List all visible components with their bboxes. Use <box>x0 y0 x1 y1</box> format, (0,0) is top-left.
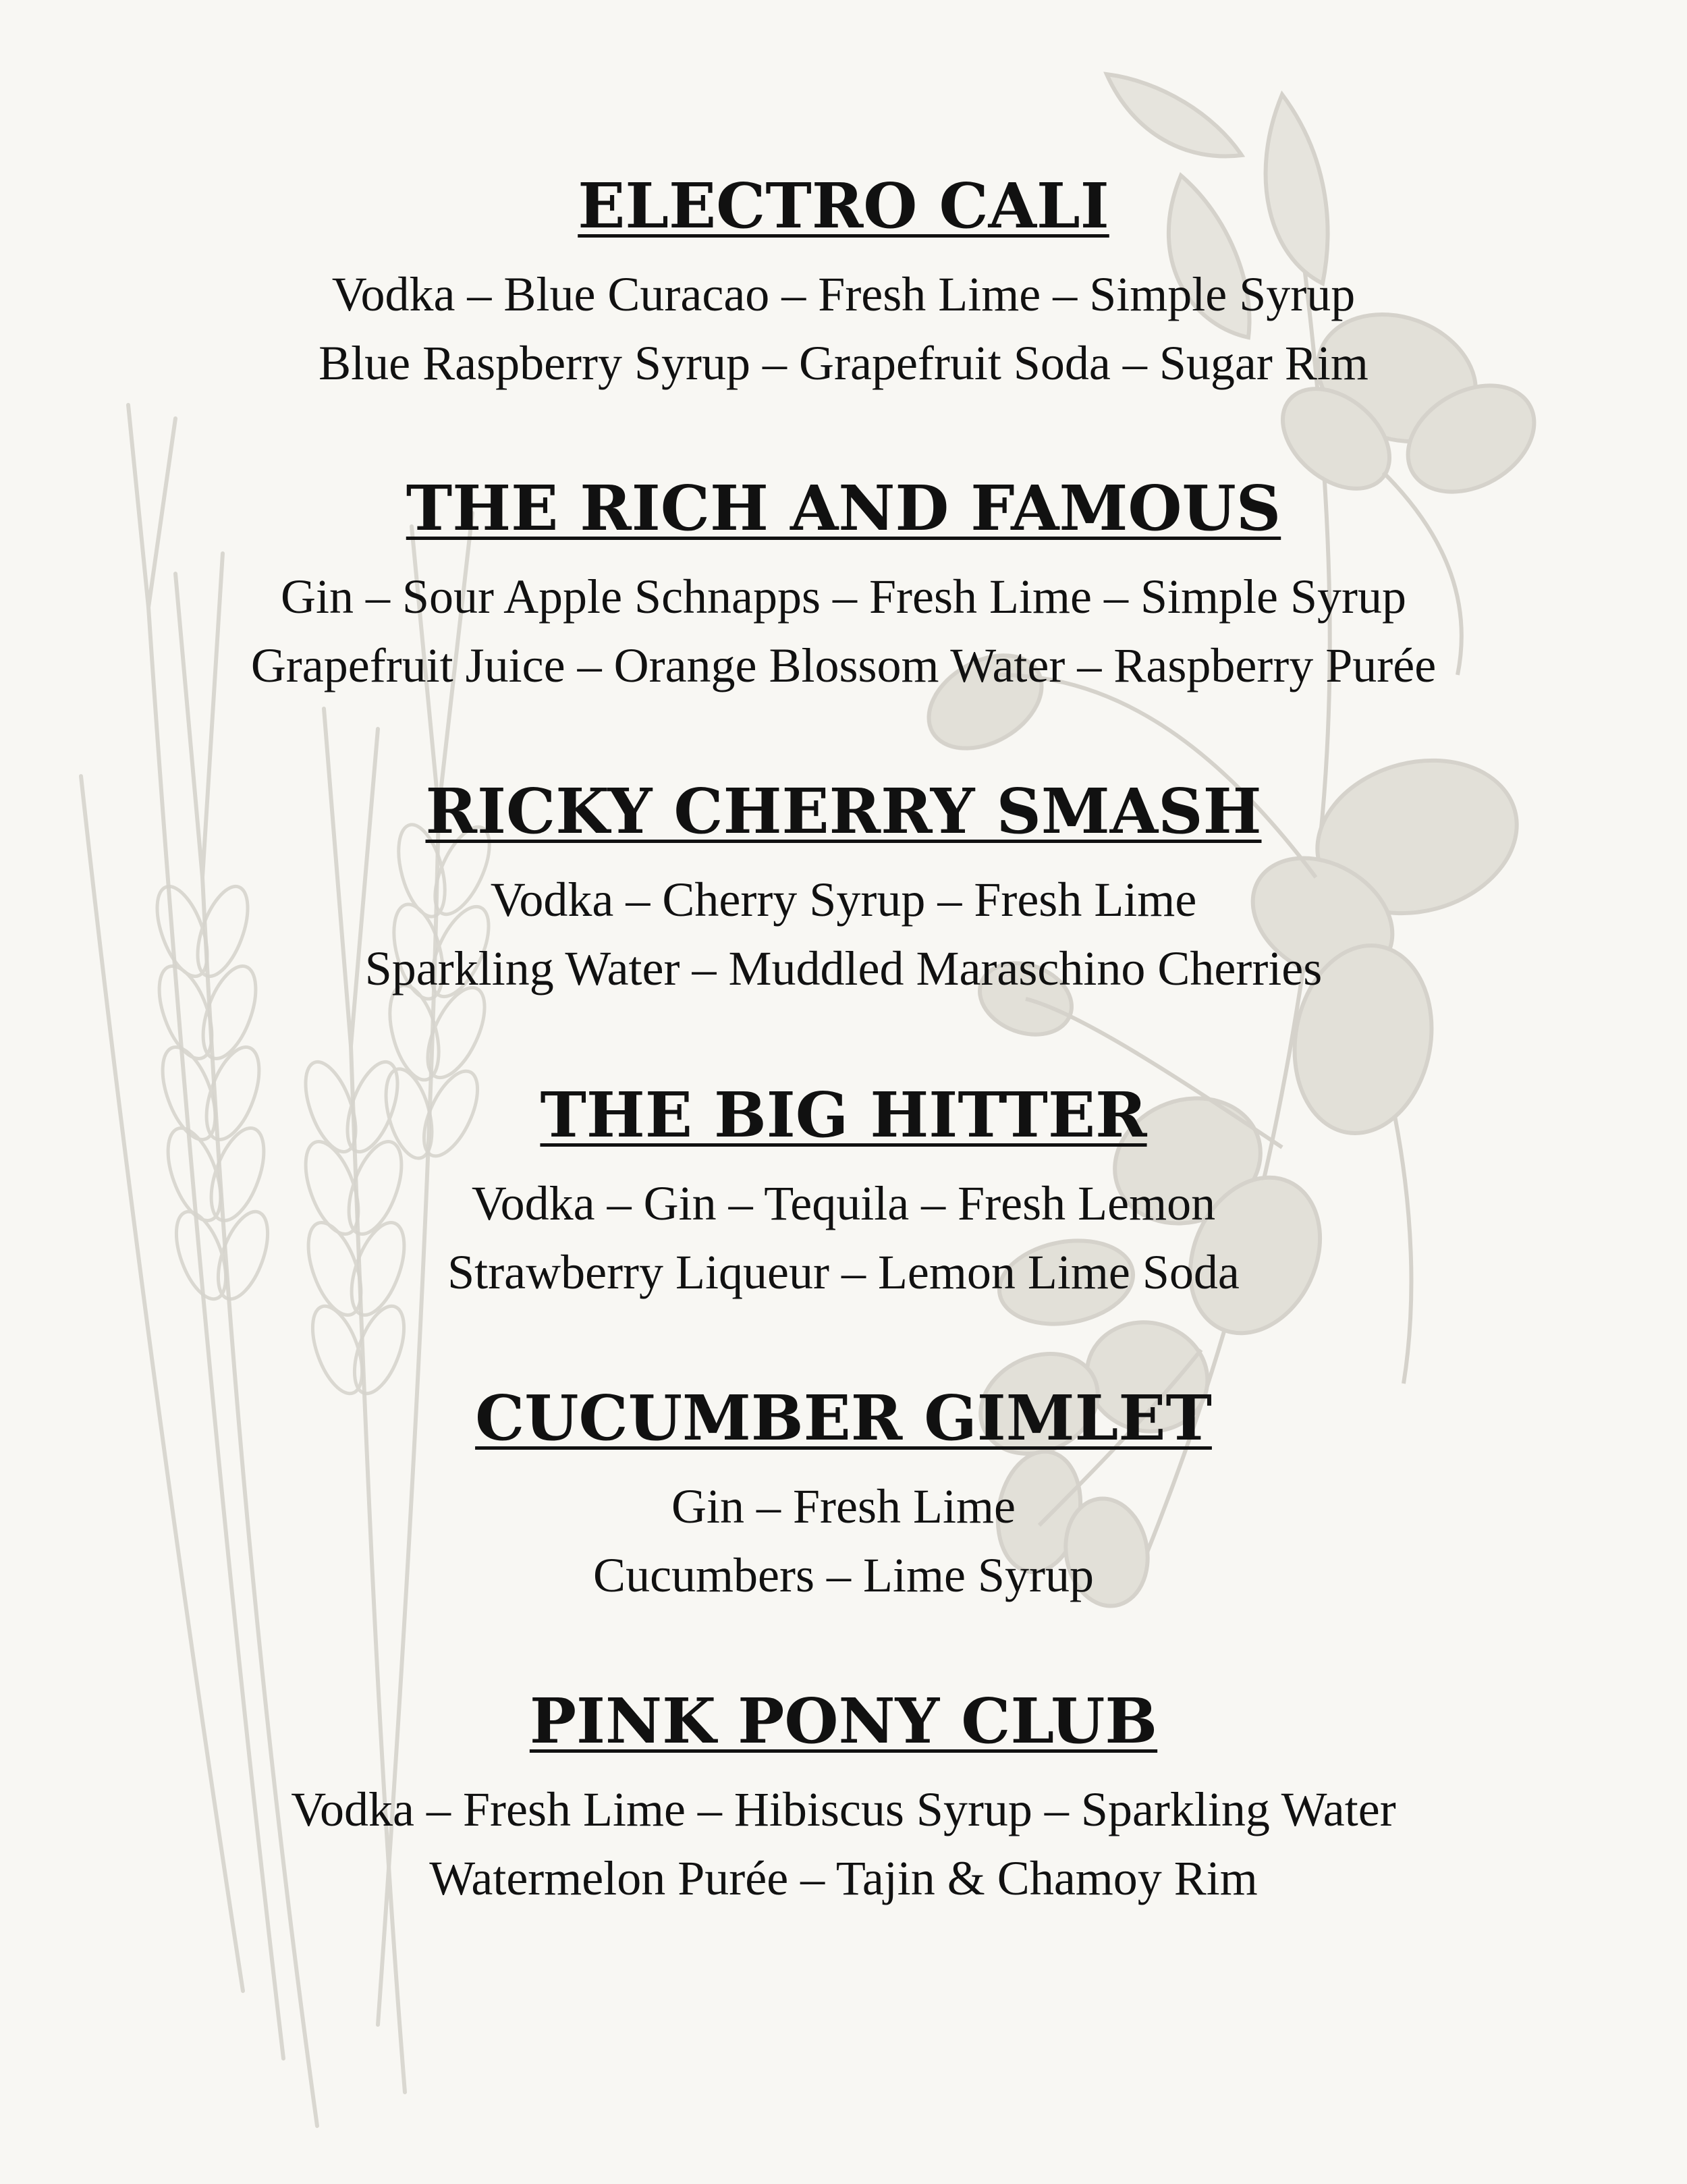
cocktail-section-ricky-cherry-smash <box>0 771 1687 1003</box>
cocktail-title: RICKY CHERRY SMASH <box>425 775 1262 848</box>
cocktail-ingredients-line: Cucumbers – Lime Syrup <box>593 1548 1094 1602</box>
cocktail-section-electro-cali <box>0 165 1687 398</box>
cocktail-section-pink-pony-club <box>0 1681 1687 1913</box>
cocktail-section-cucumber-gimlet <box>0 1377 1687 1610</box>
cocktail-title: CUCUMBER GIMLET <box>475 1382 1212 1454</box>
cocktail-ingredients-line: Gin – Fresh Lime <box>671 1479 1016 1533</box>
cocktail-ingredients-line: Vodka – Gin – Tequila – Fresh Lemon <box>471 1176 1216 1230</box>
cocktail-ingredients-line: Watermelon Purée – Tajin & Chamoy Rim <box>429 1851 1258 1905</box>
cocktail-title: ELECTRO CALI <box>578 169 1109 242</box>
cocktail-ingredients-line: Sparkling Water – Muddled Maraschino Cherries <box>364 941 1323 995</box>
cocktail-ingredients-line: Grapefruit Juice – Orange Blossom Water – Raspberry Purée <box>250 638 1437 692</box>
cocktail-section-the-big-hitter <box>0 1074 1687 1307</box>
cocktail-ingredients-line: Vodka – Blue Curacao – Fresh Lime – Simple Syrup <box>331 267 1356 321</box>
cocktail-section-the-rich-and-famous <box>0 468 1687 700</box>
cocktail-title: THE BIG HITTER <box>540 1079 1147 1151</box>
cocktail-ingredients-line: Vodka – Fresh Lime – Hibiscus Syrup – Sparkling Water <box>291 1782 1396 1836</box>
cocktail-ingredients-line: Strawberry Liqueur – Lemon Lime Soda <box>447 1245 1240 1299</box>
cocktail-ingredients-line: Gin – Sour Apple Schnapps – Fresh Lime – Simple Syrup <box>281 570 1406 624</box>
cocktail-title: PINK PONY CLUB <box>529 1685 1158 1757</box>
cocktail-title: THE RICH AND FAMOUS <box>406 472 1281 545</box>
cocktail-ingredients-line: Vodka – Cherry Syrup – Fresh Lime <box>490 873 1197 927</box>
cocktail-ingredients-line: Blue Raspberry Syrup – Grapefruit Soda – Sugar Rim <box>319 336 1368 390</box>
